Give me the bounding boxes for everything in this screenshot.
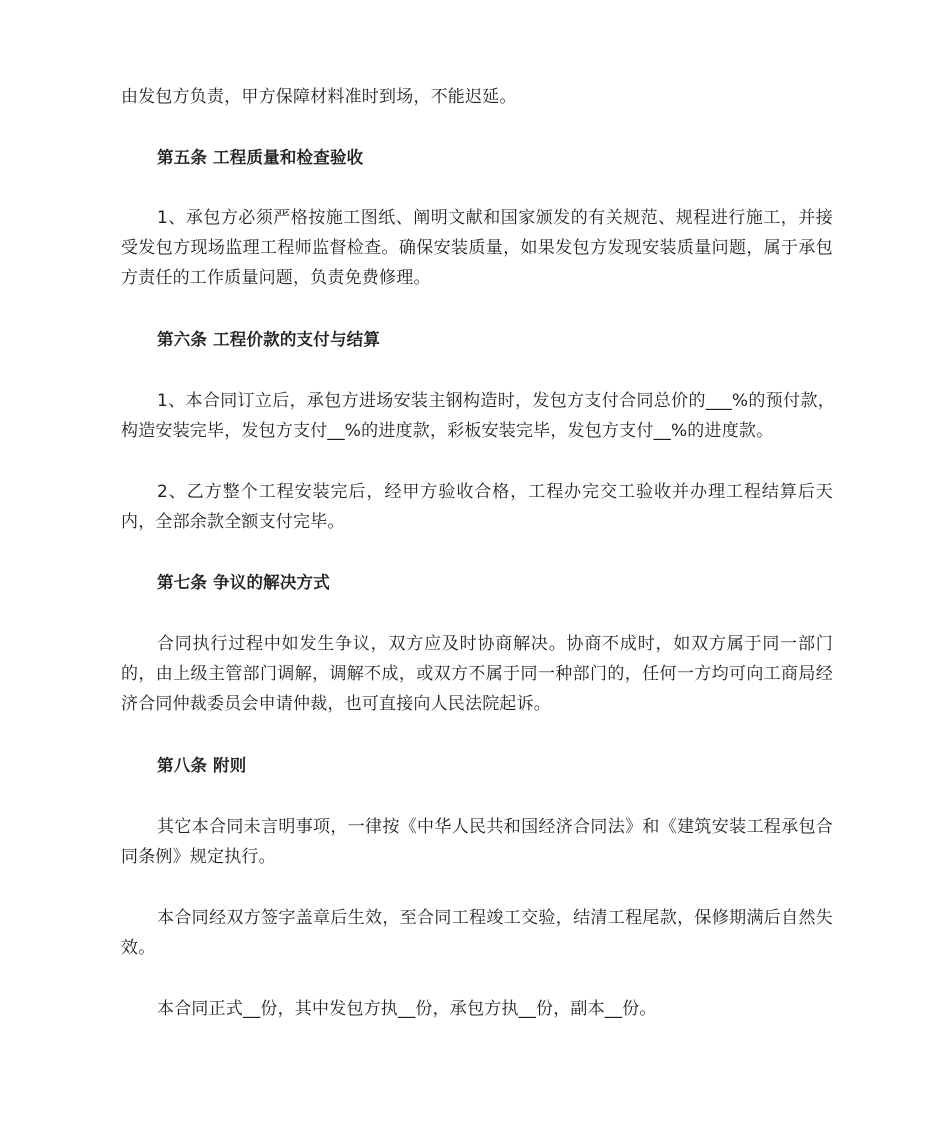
heading-article-6: 第六条 工程价款的支付与结算 <box>157 330 381 349</box>
paragraph-effectiveness: 本合同经双方签字盖章后生效，至合同工程竣工交验，结清工程尾款，保修期满后自然失效。 <box>121 908 833 958</box>
paragraph-final-settlement: 2、乙方整个工程安装完后，经甲方验收合格，工程办完交工验收并办理工程结算后天内，全部余款全额支付完毕。 <box>121 482 833 532</box>
paragraph-payment-schedule: 1、本合同订立后，承包方进场安装主钢构造时，发包方支付合同总价的___%的预付款，构造安装完毕，发包方支付__%的进度款，彩板安装完毕，发包方支付__%的进度款。 <box>121 391 835 441</box>
paragraph-unspecified-matters: 其它本合同未言明事项，一律按《中华人民共和国经济合同法》和《建筑安装工程承包合同条例》规定执行。 <box>121 817 833 867</box>
paragraph-material-responsibility: 由发包方负责，甲方保障材料准时到场，不能迟延。 <box>121 87 517 107</box>
heading-article-7: 第七条 争议的解决方式 <box>157 573 330 592</box>
heading-article-8: 第八条 附则 <box>157 756 247 775</box>
paragraph-dispute-resolution: 合同执行过程中如发生争议，双方应及时协商解决。协商不成时，如双方属于同一部门的，由上级主管部门调解，调解不成，或双方不属于同一种部门的，任何一方均可向工商局经济合同仲裁委员会申请仲裁，也可直接向人民法院起诉。 <box>121 634 833 714</box>
heading-article-5: 第五条 工程质量和检查验收 <box>157 148 364 167</box>
paragraph-copies: 本合同正式__份，其中发包方执__份，承包方执__份，副本__份。 <box>157 999 657 1019</box>
paragraph-quality-inspection: 1、承包方必须严格按施工图纸、阐明文献和国家颁发的有关规范、规程进行施工，并接受发包方现场监理工程师监督检查。确保安装质量，如果发包方发现安装质量问题，属于承包方责任的工作质量问题，负责免费修理。 <box>121 208 833 288</box>
